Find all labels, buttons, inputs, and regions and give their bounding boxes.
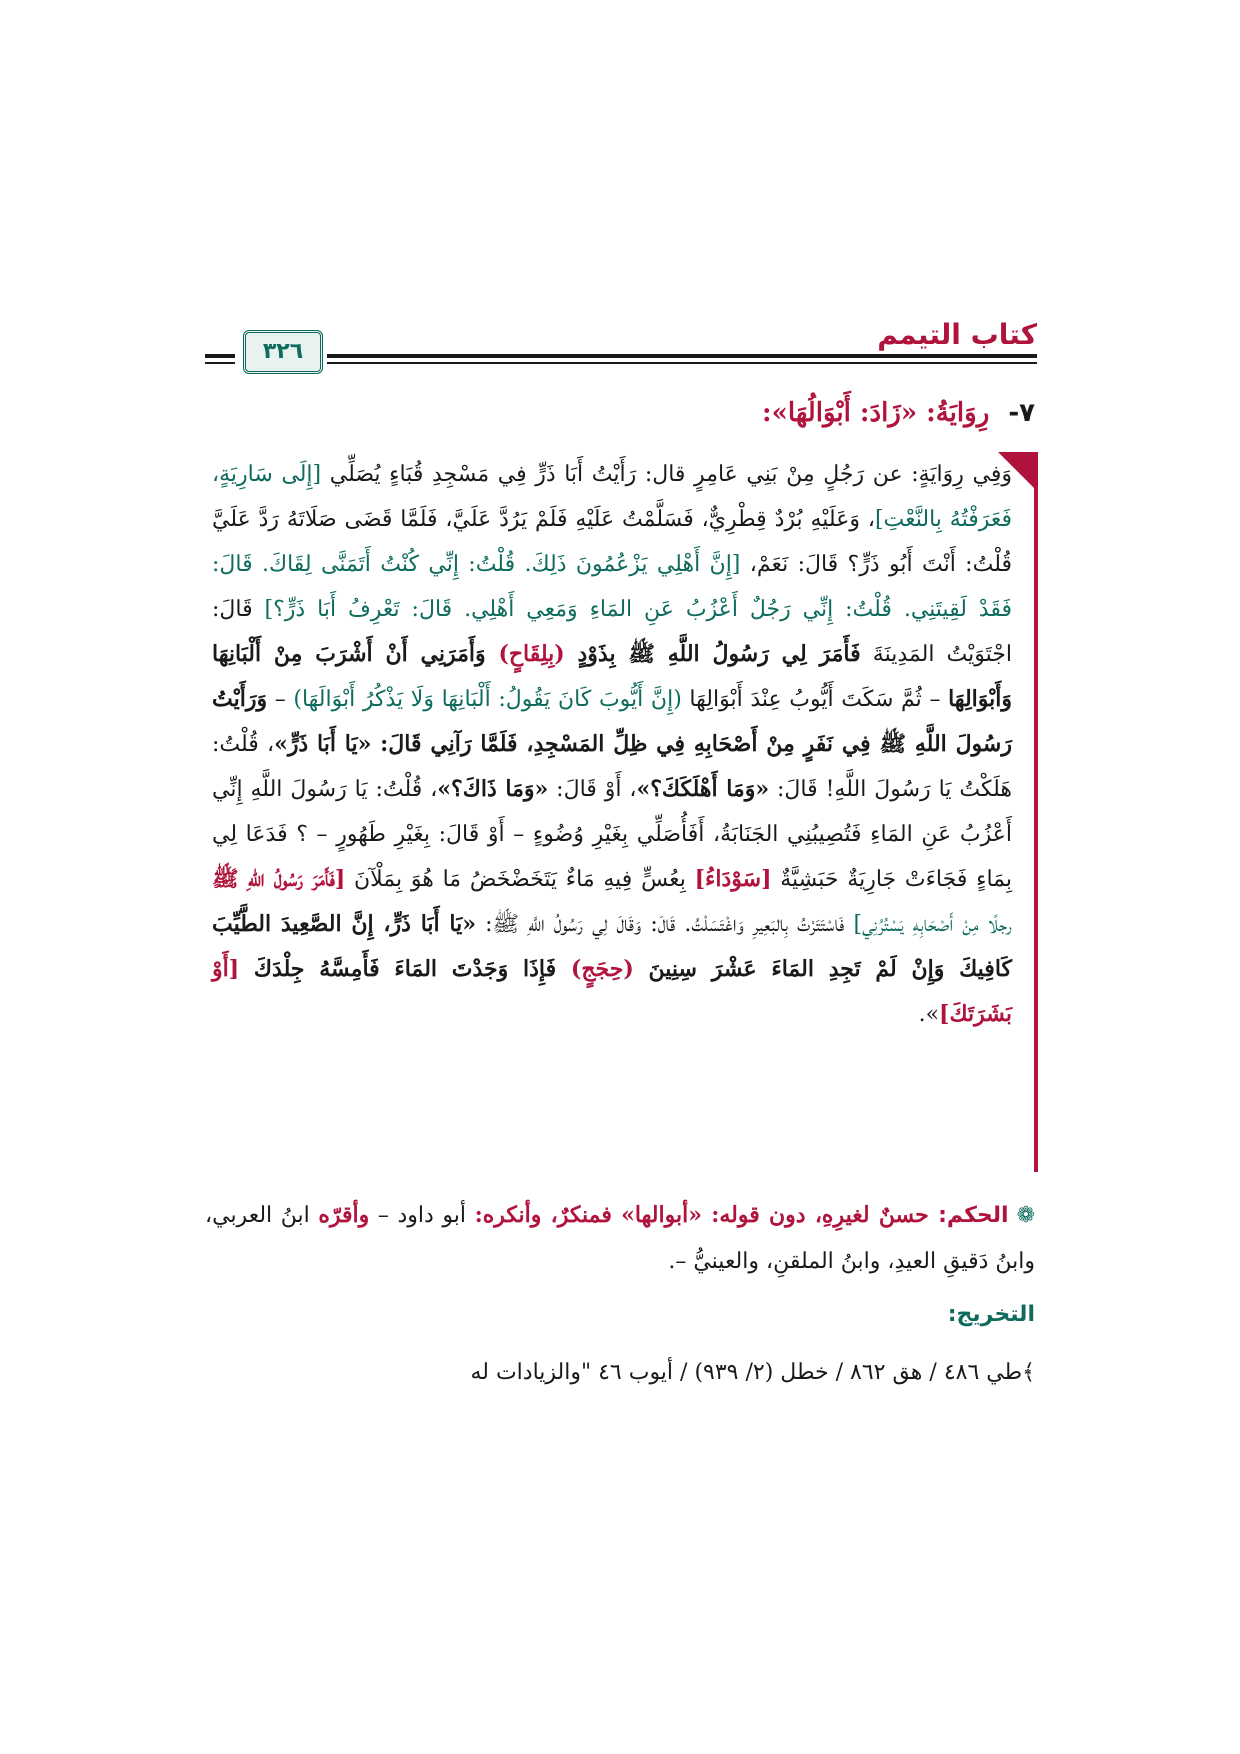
hadith-variant: [فَأَمَرَ رَسُولُ اللهِ ﷺ [212,866,346,892]
hadith-variant: [سَوْدَاءُ] [694,866,772,892]
verdict [205,1192,1035,1285]
verdict-approvers-label: وأقرّه [318,1202,370,1228]
hadith-segment: ، قُلْتُ: هَلَكْتُ يَا رَسُولَ اللَّهِ! قَالَ: [212,732,1012,802]
hadith-addition: رجلًا مِنْ أَصْحَابِهِ يَسْتُرُنِي] [853,912,1012,937]
takhrij-references: ﴾طي ٤٨٦ / هق ٨٦٢ / خطل (٢/ ٩٣٩) / أيوب ٤٦ "والزيادات له [470,1360,1035,1385]
hadith-segment: ». [918,1002,940,1027]
section-number: ٧- [1008,398,1035,428]
header-rule [327,362,1037,364]
hadith-emphasis: «يَا أَبَا ذَرٍّ، إِنَّ الصَّعِيدَ الطَّيِّبَ كَافِيكَ وَإِنْ لَمْ تَجِدِ المَاءَ عَشْرَ سِنِينَ [212,911,1013,982]
hadith-emphasis: فَإِذَا وَجَدْتَ المَاءَ فَأَمِسَّهُ جِلْدَكَ [239,956,571,982]
hadith-emphasis: وَرَأَيْتُ رَسُولَ اللَّهِ ﷺ فِي نَفَرٍ مِنْ أَصْحَابِهِ فِي ظِلِّ المَسْجِدِ، فَلَمَّا رَآنِي قَالَ: «يَا أَبَا ذَرٍّ» [212,686,1012,757]
hadith-segment: – ثُمَّ سَكَتَ أَيُّوبُ عِنْدَ أَبْوَالِهَا [681,687,949,712]
verdict-approvers: ابنُ العربي، وابنُ دَقيقِ العيدِ، وابنُ الملقنِ، والعينيُّ –. [205,1203,1035,1274]
flower-icon: ❁ [1016,1203,1036,1228]
header-rule [205,362,235,364]
verdict-label: الحكم: [938,1203,1009,1228]
verdict-ruling: حسنٌ لغيرِهِ، دون قوله: «أبوالها» فمنكرٌ، وأنكره: [474,1202,939,1228]
hadith-variant: [أَوْ بَشَرَتَكَ] [212,956,1012,1027]
running-title: كتاب التيمم [877,318,1037,351]
hadith-variant: (بِلِقَاحٍ) [498,641,565,667]
page-header [205,318,1037,380]
hadith-segment: ، أَوْ قَالَ: [548,777,637,802]
section-label: رِوَايَةُ: «زَادَ: أَبْوَالُهَا»: [762,398,990,428]
hadith-segment: ، قُلْتُ: يَا رَسُولَ اللَّهِ إِنِّي أَعْزُبُ عَنِ المَاءِ فَتُصِيبُنِي الجَنَابَةُ، أَفَأُصَلِّي بِغَيْرِ وُضُوءٍ – أَوْ قَالَ: بِغَيْرِ طَهُورٍ – ؟ فَدَعَا لِي بِمَاءٍ فَجَاءَتْ جَارِيَةٌ حَبَشِيَّةٌ [212,777,1012,892]
page-number: ٣٢٦ [243,330,323,374]
hadith-variant: (حِجَجٍ) [570,956,634,982]
hadith-segment: – [267,687,294,712]
hadith-segment: ، وَعَلَيْهِ بُرْدٌ قِطْرِيٌّ، فَسَلَّمْتُ عَلَيْهِ فَلَمْ يَرُدَّ عَلَيَّ، فَلَمَّا قَضَى صَلَاتَهُ رَدَّ عَلَيَّ قُلْتُ: أَنْتَ أَبُو ذَرٍّ؟ قَالَ: نَعَمْ، [212,507,1012,577]
hadith-box [212,452,1038,1172]
section-heading [762,398,1035,428]
hadith-addition: (إِنَّ أَيُّوبَ كَانَ يَقُولُ: أَلْبَانِهَا وَلَا يَذْكُرُ أَبْوَالَهَا) [293,687,682,712]
hadith-text [212,452,1012,1037]
hadith-emphasis: فَأَمَرَ لِي رَسُولُ اللَّهِ ﷺ بِذَوْدٍ [564,641,861,667]
header-rule [205,354,235,358]
hadith-addition: [إِلَى سَارِيَةٍ، فَعَرَفْتُهُ بِالنَّعْتِ] [212,462,1012,532]
hadith-segment: بِعُسٍّ فِيهِ مَاءٌ يَتَخَضْخَضُ مَا هُوَ بِمَلْآنَ [345,867,695,892]
hadith-addition: [إِنَّ أَهْلِي يَزْعُمُونَ ذَلِكَ. قُلْتُ: إِنِّي كُنْتُ أَتَمَنَّى لِقَاكَ. قَالَ: فَقَدْ لَقِيتَنِي. قُلْتُ: إِنِّي رَجُلٌ أَعْزُبُ عَنِ المَاءِ وَمَعِي أَهْلِي. قَالَ: تَعْرِفُ أَبَا ذَرٍّ؟] [212,552,1013,622]
hadith-segment: وَفِي رِوَايَةٍ: عن رَجُلٍ مِنْ بَنِي عَامِرٍ قال: رَأَيْتُ أَبَا ذَرٍّ فِي مَسْجِدِ قُبَاءٍ يُصَلِّي [321,462,1012,487]
hadith-emphasis: وَأَمَرَنِي أَنْ أَشْرَبَ مِنْ أَلْبَانِهَا وَأَبْوَالِهَا [212,641,1012,712]
hadith-emphasis: «وَمَا أَهْلَكَكَ؟» [636,776,770,802]
takhrij-heading: التخريج: [947,1302,1035,1327]
hadith-segment: فَاسْتَتَرْتُ بِالبَعِيرِ وَاغْتَسَلْتُ. قَالَ: وَقَالَ لِي رَسُولُ اللَّهِ ﷺ: [476,912,854,937]
header-rule [327,354,1037,358]
verdict-deniers: أبو داود – [369,1203,475,1228]
hadith-segment: قَالَ: اجْتَوَيْتُ المَدِينَةَ [212,597,1013,667]
hadith-emphasis: «وَمَا ذَاكَ؟» [437,776,549,802]
